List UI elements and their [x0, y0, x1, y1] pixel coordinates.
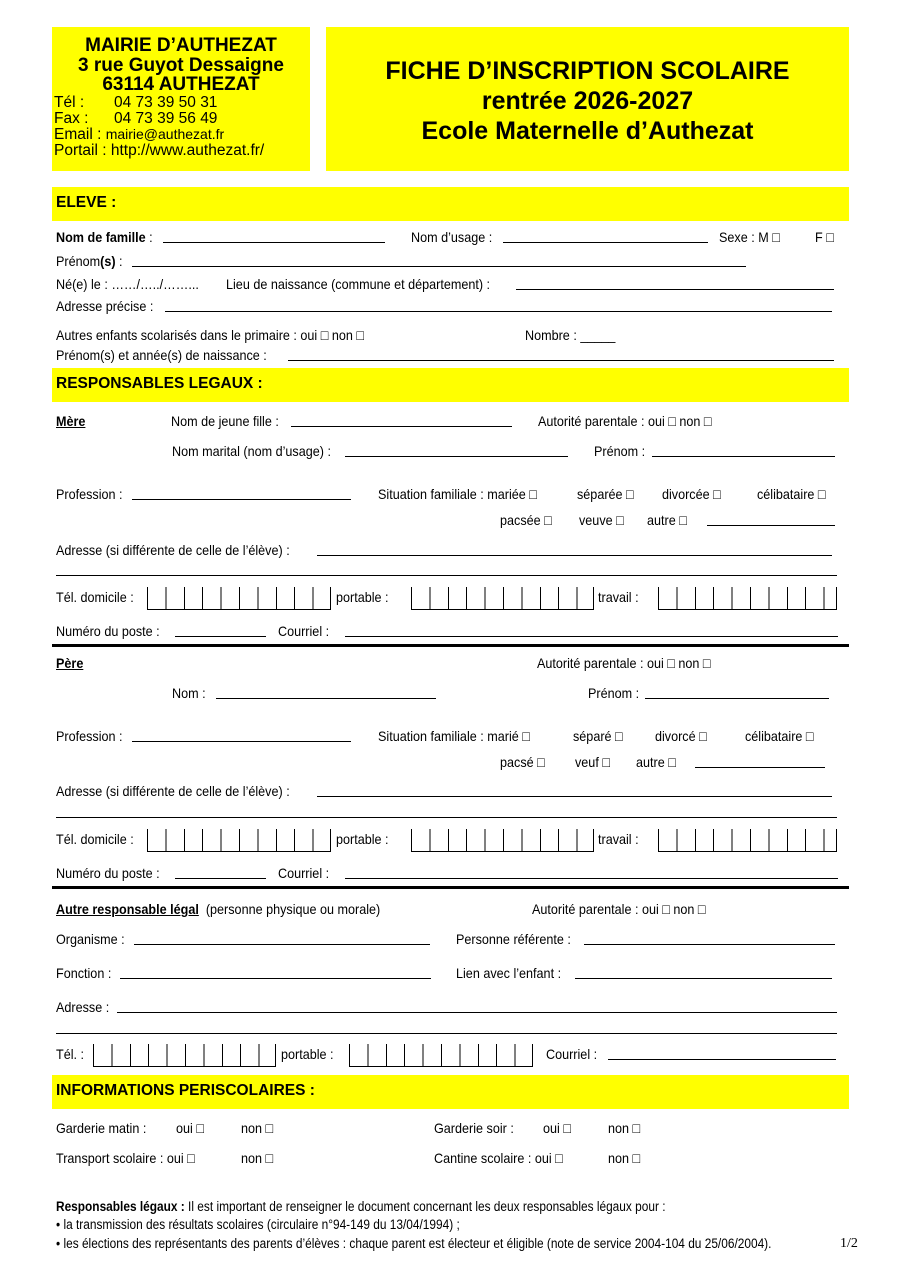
autres-enfants-checkboxes[interactable]: Autres enfants scolarisés dans le primaire : oui □ non □	[56, 327, 364, 343]
colon: :	[115, 253, 123, 269]
adresse-field[interactable]	[165, 311, 832, 312]
section-responsables	[52, 368, 849, 402]
mere-autre-checkbox[interactable]: autre □	[647, 512, 687, 528]
prenom-text: Prénom	[56, 253, 101, 269]
autre-autorite-checkboxes[interactable]: Autorité parentale : oui □ non □	[532, 901, 706, 917]
prenoms-annees-field[interactable]	[288, 360, 834, 361]
mere-adresse-label: Adresse (si différente de celle de l’élève) :	[56, 542, 290, 558]
pere-autorite-checkboxes[interactable]: Autorité parentale : oui □ non □	[537, 655, 711, 671]
pere-portable-boxes[interactable]	[411, 829, 594, 852]
colon: :	[145, 229, 153, 245]
mere-nom-jeune-fille-field[interactable]	[291, 426, 512, 427]
mere-courriel-field[interactable]	[345, 636, 838, 637]
mairie-contact-box	[52, 27, 310, 171]
pere-travail-boxes[interactable]	[658, 829, 837, 852]
pere-divorce-checkbox[interactable]: divorcé □	[655, 728, 707, 744]
prenoms-annees-label: Prénom(s) et année(s) de naissance :	[56, 347, 267, 363]
pere-tel-domicile-boxes[interactable]	[147, 829, 331, 852]
pere-poste-field[interactable]	[175, 878, 266, 879]
mere-prenom-field[interactable]	[652, 456, 835, 457]
mairie-tel-label: Tél :	[54, 94, 85, 111]
sexe-m-checkbox[interactable]: Sexe : M □	[719, 229, 780, 245]
mere-autorite-checkboxes[interactable]: Autorité parentale : oui □ non □	[538, 413, 712, 429]
mere-portable-boxes[interactable]	[411, 587, 594, 610]
lieu-naissance-label: Lieu de naissance (commune et département) :	[226, 276, 491, 292]
mere-veuve-checkbox[interactable]: veuve □	[579, 512, 624, 528]
title-box	[326, 27, 849, 171]
pere-profession-field[interactable]	[132, 741, 351, 742]
pere-nom-label: Nom :	[172, 685, 206, 701]
mere-pacsee-checkbox[interactable]: pacsée □	[500, 512, 552, 528]
prenom-s: (s)	[100, 253, 116, 269]
pere-veuf-checkbox[interactable]: veuf □	[575, 754, 610, 770]
autre-heading	[56, 900, 380, 918]
mere-adresse-field-2[interactable]	[56, 575, 837, 576]
cantine-non-checkbox[interactable]: non □	[608, 1150, 641, 1166]
pere-courriel-field[interactable]	[345, 878, 838, 879]
mere-profession-label: Profession :	[56, 486, 123, 502]
pere-courriel-label: Courriel :	[278, 865, 330, 881]
nom-famille-field[interactable]	[163, 242, 385, 243]
form-year: rentrée 2026-2027	[481, 87, 694, 115]
mairie-tel: 04 73 39 50 31	[114, 94, 218, 111]
autre-portable-boxes[interactable]	[349, 1044, 533, 1067]
pere-prenom-field[interactable]	[645, 698, 829, 699]
autre-portable-label: portable :	[281, 1046, 334, 1062]
garderie-soir-oui-checkbox[interactable]: oui □	[543, 1120, 571, 1136]
section-periscolaire-heading: INFORMATIONS PERISCOLAIRES :	[56, 1082, 315, 1099]
organisme-field[interactable]	[134, 944, 430, 945]
date-naissance-field[interactable]: Né(e) le : ……/…../……...	[56, 276, 199, 292]
autre-tel-label: Tél. :	[56, 1046, 85, 1062]
pere-separe-checkbox[interactable]: séparé □	[573, 728, 623, 744]
divider	[52, 644, 849, 647]
sexe-f-checkbox[interactable]: F □	[815, 229, 834, 245]
transport-oui-checkbox[interactable]: Transport scolaire : oui □	[56, 1150, 195, 1166]
referente-label: Personne référente :	[456, 931, 571, 947]
pere-poste-label: Numéro du poste :	[56, 865, 160, 881]
nom-usage-field[interactable]	[503, 242, 708, 243]
mere-profession-field[interactable]	[132, 499, 351, 500]
mere-tel-domicile-label: Tél. domicile :	[56, 589, 134, 605]
pere-prenom-label: Prénom :	[588, 685, 640, 701]
fonction-field[interactable]	[120, 978, 431, 979]
organisme-label: Organisme :	[56, 931, 125, 947]
pere-heading: Père	[56, 655, 84, 671]
prenom-label	[56, 252, 123, 270]
footer-bullet-2: • les élections des représentants des parents d’élèves : chaque parent est électeur et éligible (note de service 2004-104 du 25/06/2004).	[56, 1236, 772, 1251]
lieu-naissance-field[interactable]	[516, 289, 834, 290]
mere-prenom-label: Prénom :	[594, 443, 646, 459]
nom-famille-text: Nom de famille	[56, 229, 146, 245]
lien-label: Lien avec l’enfant :	[456, 965, 562, 981]
mairie-fax: 04 73 39 56 49	[114, 110, 218, 127]
mairie-street: 3 rue Guyot Dessaigne	[78, 55, 284, 76]
autre-courriel-field[interactable]	[608, 1059, 836, 1060]
nombre-field[interactable]: Nombre : _____	[525, 327, 616, 343]
mere-divorcee-checkbox[interactable]: divorcée □	[662, 486, 721, 502]
autre-adresse-field-2[interactable]	[56, 1033, 837, 1034]
footer-bullet-1: • la transmission des résultats scolaires (circulaire n°94-149 du 13/04/1994) ;	[56, 1217, 460, 1232]
autre-tel-boxes[interactable]	[93, 1044, 276, 1067]
garderie-matin-non-checkbox[interactable]: non □	[241, 1120, 274, 1136]
referente-field[interactable]	[584, 944, 835, 945]
pere-portable-label: portable :	[336, 831, 389, 847]
pere-pacse-checkbox[interactable]: pacsé □	[500, 754, 545, 770]
section-eleve	[52, 187, 849, 221]
form-title: FICHE D’INSCRIPTION SCOLAIRE	[385, 57, 790, 85]
mere-poste-field[interactable]	[175, 636, 266, 637]
nom-usage-label: Nom d’usage :	[411, 229, 493, 245]
pere-tel-domicile-label: Tél. domicile :	[56, 831, 134, 847]
section-eleve-heading: ELEVE :	[56, 194, 117, 211]
fonction-label: Fonction :	[56, 965, 112, 981]
mairie-portal[interactable]: http://www.authezat.fr/	[110, 142, 265, 159]
pere-marie-checkbox[interactable]: Situation familiale : marié □	[378, 728, 530, 744]
mere-autre-field[interactable]	[707, 525, 835, 526]
mere-nom-marital-field[interactable]	[345, 456, 568, 457]
pere-autre-checkbox[interactable]: autre □	[636, 754, 676, 770]
garderie-soir-non-checkbox[interactable]: non □	[608, 1120, 641, 1136]
mere-adresse-field[interactable]	[317, 555, 832, 556]
pere-adresse-field-2[interactable]	[56, 817, 837, 818]
mere-nom-jeune-fille-label: Nom de jeune fille :	[171, 413, 279, 429]
mere-courriel-label: Courriel :	[278, 623, 330, 639]
mairie-portal-label: Portail :	[54, 142, 107, 159]
mairie-email-row	[54, 126, 224, 143]
pere-adresse-field[interactable]	[317, 796, 832, 797]
mere-separee-checkbox[interactable]: séparée □	[577, 486, 634, 502]
mairie-email[interactable]: mairie@authezat.fr	[105, 126, 225, 142]
mere-mariee-checkbox[interactable]: Situation familiale : mariée □	[378, 486, 537, 502]
autre-adresse-label: Adresse :	[56, 999, 110, 1015]
mairie-portal-row	[54, 142, 264, 159]
page-number: 1/2	[840, 1236, 858, 1251]
autre-adresse-field[interactable]	[117, 1012, 837, 1013]
mere-poste-label: Numéro du poste :	[56, 623, 160, 639]
autre-heading-note: (personne physique ou morale)	[205, 901, 381, 917]
divider	[52, 886, 849, 889]
pere-autre-field[interactable]	[695, 767, 825, 768]
garderie-matin-label: Garderie matin :	[56, 1120, 147, 1136]
pere-celibataire-checkbox[interactable]: célibataire □	[745, 728, 814, 744]
pere-travail-label: travail :	[598, 831, 639, 847]
adresse-label: Adresse précise :	[56, 298, 154, 314]
mere-heading: Mère	[56, 413, 86, 429]
lien-field[interactable]	[575, 978, 832, 979]
mere-nom-marital-label: Nom marital (nom d’usage) :	[172, 443, 331, 459]
cantine-oui-checkbox[interactable]: Cantine scolaire : oui □	[434, 1150, 563, 1166]
footer-bold: Responsables légaux :	[56, 1199, 185, 1214]
mere-travail-label: travail :	[598, 589, 639, 605]
section-responsables-heading: RESPONSABLES LEGAUX :	[56, 375, 263, 392]
prenom-field[interactable]	[132, 266, 746, 267]
school-name: Ecole Maternelle d’Authezat	[421, 117, 754, 145]
garderie-matin-oui-checkbox[interactable]: oui □	[176, 1120, 204, 1136]
autre-heading-text: Autre responsable légal	[56, 901, 199, 917]
mere-travail-boxes[interactable]	[658, 587, 837, 610]
mere-celibataire-checkbox[interactable]: célibataire □	[757, 486, 826, 502]
autre-courriel-label: Courriel :	[546, 1046, 598, 1062]
mairie-name: MAIRIE D’AUTHEZAT	[85, 35, 277, 56]
mere-portable-label: portable :	[336, 589, 389, 605]
mairie-email-label: Email :	[54, 126, 102, 143]
pere-adresse-label: Adresse (si différente de celle de l’élève) :	[56, 783, 290, 799]
nom-famille-label	[56, 228, 153, 246]
pere-nom-field[interactable]	[216, 698, 436, 699]
transport-non-checkbox[interactable]: non □	[241, 1150, 274, 1166]
mere-tel-domicile-boxes[interactable]	[147, 587, 331, 610]
garderie-soir-label: Garderie soir :	[434, 1120, 514, 1136]
footer-intro	[56, 1198, 666, 1216]
pere-profession-label: Profession :	[56, 728, 123, 744]
mairie-fax-label: Fax :	[54, 110, 89, 127]
section-periscolaire	[52, 1075, 849, 1109]
footer-intro-text: Il est important de renseigner le document concernant les deux responsables légaux pour :	[184, 1199, 666, 1214]
mairie-city: 63114 AUTHEZAT	[102, 74, 260, 95]
